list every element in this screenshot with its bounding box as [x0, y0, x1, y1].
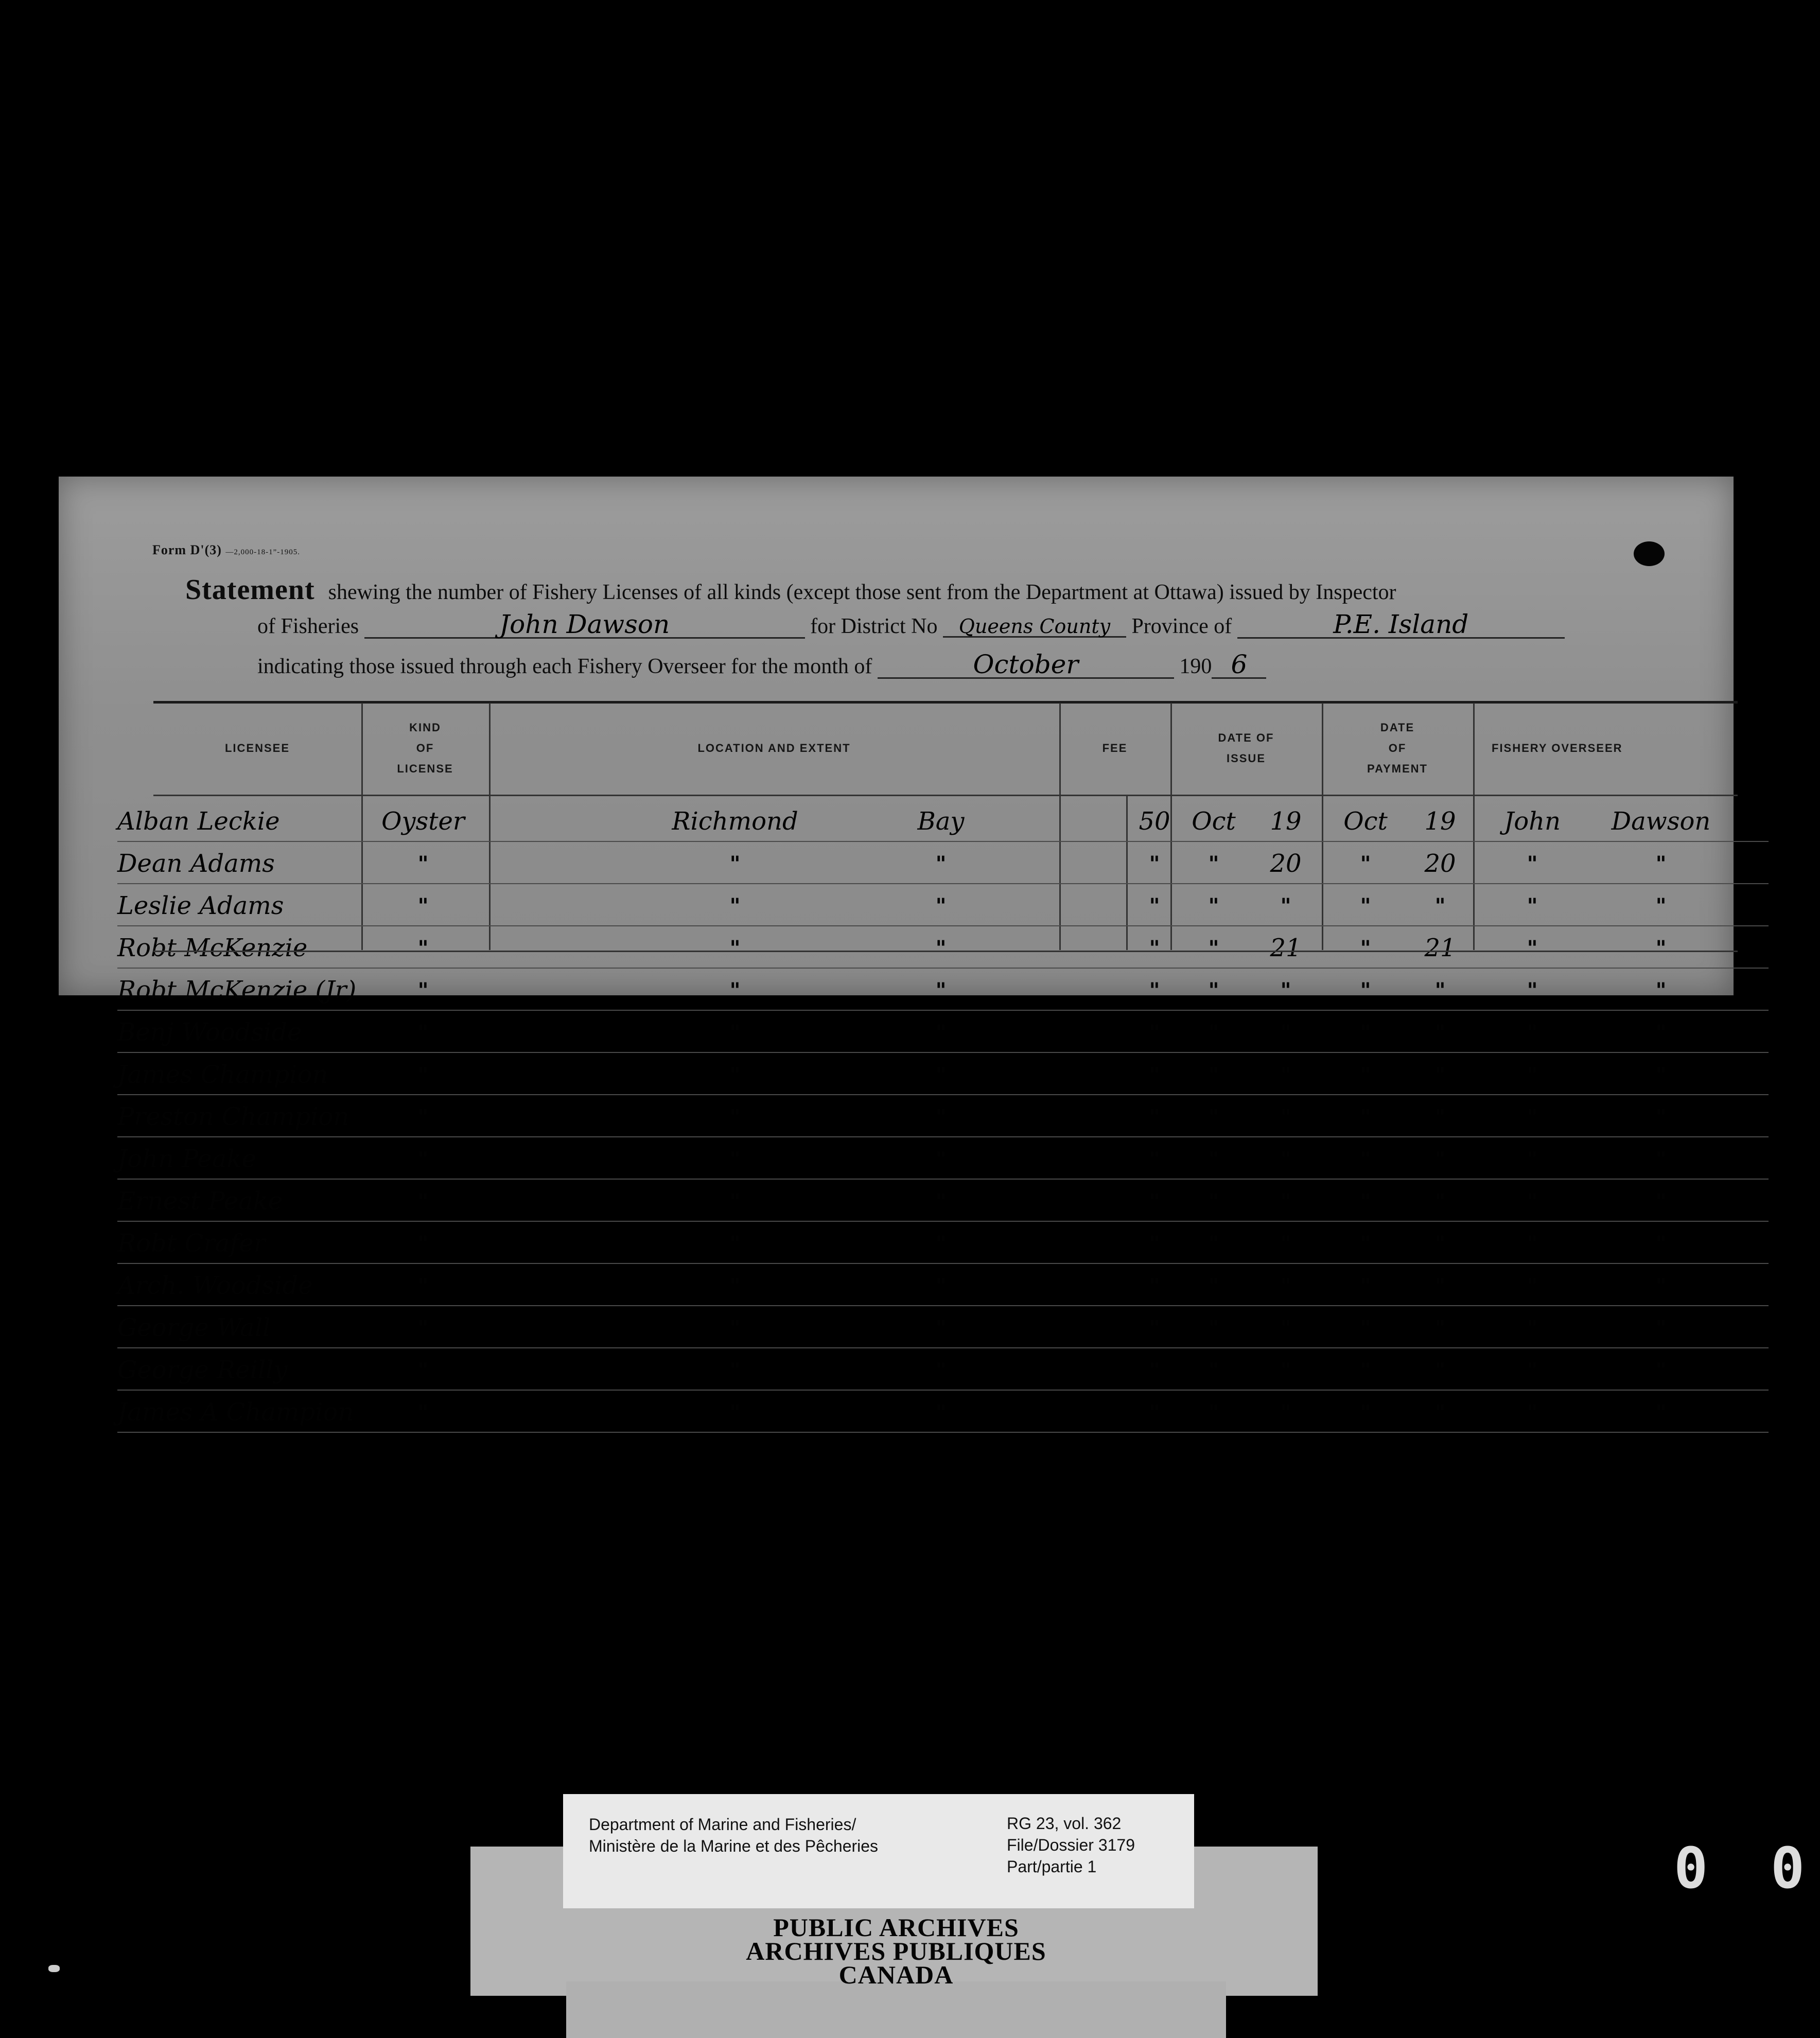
overseer-last-cell: " [1655, 851, 1667, 876]
table-row [117, 1179, 1769, 1222]
header-rule [153, 795, 1738, 796]
issue-month-cell: " [1208, 1189, 1219, 1214]
extent-cell: " [935, 936, 947, 960]
payment-month-cell: " [1360, 1104, 1371, 1129]
kind-cell: " [417, 1231, 429, 1256]
fee-cell: " [1149, 1062, 1160, 1087]
kind-cell: " [417, 1400, 429, 1425]
stamp-line-3: CANADA [838, 1960, 954, 1989]
location-cell: " [729, 1231, 741, 1256]
kind-cell: " [417, 1020, 429, 1045]
issue-month-cell: Oct [1192, 807, 1236, 836]
payment-month-cell: " [1360, 936, 1371, 960]
overseer-last-cell: Dawson [1611, 807, 1711, 836]
kind-cell: " [417, 1062, 429, 1087]
kind-cell: " [417, 1104, 429, 1129]
overseer-last-cell: " [1655, 1020, 1667, 1045]
table-row [117, 1263, 1769, 1306]
issue-day-cell: " [1280, 978, 1291, 1003]
fee-cell: " [1149, 1104, 1160, 1129]
issue-month-cell: " [1208, 1231, 1219, 1256]
issue-day-cell: 20 [1270, 849, 1302, 878]
payment-day-cell: " [1434, 1231, 1446, 1256]
table-row [117, 1305, 1769, 1348]
fee-cell: " [1149, 936, 1160, 960]
overseer-first-cell: " [1527, 978, 1538, 1003]
issue-day-cell: " [1280, 1231, 1291, 1256]
licensee-cell: Leslie Adams [117, 891, 284, 920]
overseer-last-cell: " [1655, 936, 1667, 960]
heading-line-1 [185, 573, 1396, 606]
overseer-last-cell: " [1655, 1273, 1667, 1298]
issue-month-cell: " [1208, 978, 1219, 1003]
payment-day-cell: " [1434, 893, 1446, 918]
ink-blot [1634, 541, 1665, 566]
issue-month-cell: " [1208, 1358, 1219, 1382]
license-statement-form [59, 477, 1734, 1427]
extent-cell: " [935, 978, 947, 1003]
payment-month-cell: " [1360, 1147, 1371, 1171]
header-kind: KIND OF LICENSE [397, 721, 453, 775]
table-row [117, 841, 1769, 884]
stamp-line-2: ARCHIVES PUBLIQUES [746, 1937, 1046, 1965]
kind-cell: " [417, 1358, 429, 1382]
location-cell: " [729, 1315, 741, 1340]
extent-cell: " [935, 1147, 947, 1171]
issue-month-cell: " [1208, 1273, 1219, 1298]
licensee-cell: Alban Leckie [117, 807, 280, 836]
licensee-cell: Ernest Peake [117, 1187, 283, 1216]
department-fr: Ministère de la Marine et des Pêcheries [589, 1837, 879, 1855]
payment-month-cell: " [1360, 978, 1371, 1003]
header-date-payment: DATE OF PAYMENT [1367, 721, 1428, 775]
licensee-cell: George Reilly [117, 1356, 288, 1384]
province-value: P.E. Island [1237, 611, 1565, 639]
issue-month-cell: " [1208, 1315, 1219, 1340]
kind-cell: " [417, 851, 429, 876]
payment-day-cell: " [1434, 1358, 1446, 1382]
year-suffix: 6 [1212, 652, 1266, 679]
district-label: for District No [810, 614, 938, 638]
overseer-last-cell: " [1655, 1358, 1667, 1382]
department-en: Department of Marine and Fisheries/ [589, 1815, 856, 1834]
location-cell: " [729, 893, 741, 918]
extent-cell: " [935, 851, 947, 876]
licensee-cell: Dean Adams [117, 849, 275, 878]
location-cell: Richmond [672, 807, 798, 836]
licensee-cell: James Champion [117, 1060, 328, 1089]
payment-month-cell: " [1360, 893, 1371, 918]
heading-line-2 [257, 611, 1565, 639]
overseer-first-cell: " [1527, 1104, 1538, 1129]
fee-cell: " [1149, 978, 1160, 1003]
payment-day-cell: " [1434, 1062, 1446, 1087]
location-cell: " [729, 1147, 741, 1171]
overseer-first-cell: " [1527, 1358, 1538, 1382]
payment-day-cell: " [1434, 1189, 1446, 1214]
extent-cell: " [935, 1020, 947, 1045]
stamp-line-1: PUBLIC ARCHIVES [773, 1913, 1019, 1942]
issue-day-cell: " [1280, 1315, 1291, 1340]
table-row [117, 1094, 1769, 1137]
overseer-first-cell: John [1504, 807, 1561, 836]
location-cell: " [729, 1189, 741, 1214]
archive-stamp-backing [566, 1981, 1226, 2038]
kind-cell: " [417, 1273, 429, 1298]
fee-cell: " [1149, 1358, 1160, 1382]
overseer-last-cell: " [1655, 893, 1667, 918]
form-identifier [152, 542, 300, 558]
extent-cell: " [935, 893, 947, 918]
issue-day-cell: 21 [1270, 934, 1302, 962]
payment-month-cell: " [1360, 1189, 1371, 1214]
header-fee: FEE [1102, 742, 1128, 754]
table-row [117, 1010, 1769, 1053]
location-cell: " [729, 978, 741, 1003]
year-prefix: 190 [1179, 655, 1212, 678]
licensee-cell: Robt McKenzie (Jr) [117, 976, 357, 1005]
issue-day-cell: 19 [1270, 807, 1302, 836]
fee-cell: " [1149, 1273, 1160, 1298]
table-row [117, 1347, 1769, 1391]
overseer-last-cell: " [1655, 1315, 1667, 1340]
licensee-cell: John Peake [117, 1145, 256, 1173]
header-overseer: FISHERY OVERSEER [1492, 742, 1623, 754]
payment-month-cell: " [1360, 1273, 1371, 1298]
inspector-label: of Fisheries [257, 614, 359, 638]
payment-day-cell: " [1434, 1273, 1446, 1298]
location-cell: " [729, 1358, 741, 1382]
licensee-cell: Arch. Woodside [117, 1271, 313, 1300]
frame-counter-left: 0 [1674, 1835, 1708, 1901]
location-cell: " [729, 1104, 741, 1129]
table-row [117, 883, 1769, 926]
issue-month-cell: " [1208, 893, 1219, 918]
issue-day-cell: " [1280, 1104, 1291, 1129]
public-archives-stamp [566, 1913, 1226, 1989]
overseer-last-cell: " [1655, 1189, 1667, 1214]
issue-day-cell: " [1280, 1358, 1291, 1382]
extent-cell: Bay [917, 807, 965, 836]
issue-month-cell: " [1208, 1020, 1219, 1045]
issue-month-cell: " [1208, 851, 1219, 876]
licensee-cell: Benj Woodside [117, 1018, 302, 1047]
kind-cell: " [417, 893, 429, 918]
payment-month-cell: " [1360, 1400, 1371, 1425]
extent-cell: " [935, 1231, 947, 1256]
payment-month-cell: " [1360, 1358, 1371, 1382]
extent-cell: " [935, 1273, 947, 1298]
table-row [117, 925, 1769, 969]
form-print-code: —2,000-18-1”-1905. [225, 548, 301, 556]
payment-day-cell: " [1434, 1104, 1446, 1129]
overseer-first-cell: " [1527, 1062, 1538, 1087]
record-group: RG 23, vol. 362 [1007, 1814, 1122, 1833]
fee-cell: " [1149, 1400, 1160, 1425]
location-cell: " [729, 1400, 741, 1425]
fee-cell: " [1149, 1231, 1160, 1256]
payment-month-cell: " [1360, 1062, 1371, 1087]
issue-day-cell: " [1280, 1273, 1291, 1298]
license-table [117, 703, 1738, 1427]
kind-cell: " [417, 936, 429, 960]
issue-month-cell: " [1208, 1147, 1219, 1171]
location-cell: " [729, 851, 741, 876]
payment-day-cell: " [1434, 1147, 1446, 1171]
overseer-last-cell: " [1655, 1231, 1667, 1256]
payment-day-cell: 19 [1424, 807, 1456, 836]
overseer-first-cell: " [1527, 1315, 1538, 1340]
issue-month-cell: " [1208, 1104, 1219, 1129]
header-location: LOCATION AND EXTENT [697, 742, 851, 754]
extent-cell: " [935, 1062, 947, 1087]
part-number: Part/partie 1 [1007, 1857, 1097, 1876]
issue-month-cell: " [1208, 1400, 1219, 1425]
payment-day-cell: 21 [1424, 934, 1456, 962]
payment-day-cell: 20 [1424, 849, 1456, 878]
archive-reference-card [563, 1794, 1194, 1908]
payment-day-cell: " [1434, 1020, 1446, 1045]
payment-month-cell: " [1360, 1020, 1371, 1045]
table-row [117, 1052, 1769, 1095]
inspector-name: John Dawson [364, 611, 805, 639]
heading-line-1-text: shewing the number of Fishery Licenses of all kinds (except those sent from the Department at Ottawa) issued by Inspector [328, 581, 1396, 604]
issue-month-cell: " [1208, 1062, 1219, 1087]
archive-department [589, 1814, 878, 1857]
file-number: File/Dossier 3179 [1007, 1836, 1135, 1854]
fee-cell: " [1149, 1020, 1160, 1045]
payment-month-cell: " [1360, 1231, 1371, 1256]
payment-month-cell: " [1360, 1315, 1371, 1340]
location-cell: " [729, 1273, 741, 1298]
overseer-last-cell: " [1655, 1400, 1667, 1425]
table-row [117, 1136, 1769, 1180]
payment-day-cell: " [1434, 1315, 1446, 1340]
overseer-first-cell: " [1527, 1189, 1538, 1214]
issue-day-cell: " [1280, 1147, 1291, 1171]
district-value: Queens County [943, 617, 1126, 638]
kind-cell: " [417, 978, 429, 1003]
payment-month-cell: " [1360, 851, 1371, 876]
bottom-rule [153, 951, 1738, 952]
issue-day-cell: " [1280, 1062, 1291, 1087]
overseer-first-cell: " [1527, 1020, 1538, 1045]
licensee-cell: James A Champion [117, 1398, 354, 1427]
overseer-first-cell: " [1527, 851, 1538, 876]
form-id-text: Form D'(3) [152, 542, 222, 557]
licensee-cell: George Wall [117, 1313, 271, 1342]
licensee-cell: Robt McKenzie [117, 934, 308, 962]
fee-cell: " [1149, 1315, 1160, 1340]
province-label: Province of [1131, 614, 1232, 638]
issue-day-cell: " [1280, 1020, 1291, 1045]
fee-cell: " [1149, 1189, 1160, 1214]
overseer-last-cell: " [1655, 978, 1667, 1003]
fee-cell: " [1149, 851, 1160, 876]
fee-cell: 50 [1139, 807, 1170, 836]
issue-day-cell: " [1280, 1189, 1291, 1214]
overseer-first-cell: " [1527, 893, 1538, 918]
header-licensee: LICENSEE [224, 742, 290, 754]
month-value: October [878, 652, 1174, 679]
fee-cell: " [1149, 893, 1160, 918]
header-date-issue: DATE OF ISSUE [1218, 731, 1274, 765]
kind-cell: " [417, 1147, 429, 1171]
issue-day-cell: " [1280, 1400, 1291, 1425]
kind-cell: " [417, 1315, 429, 1340]
payment-day-cell: " [1434, 978, 1446, 1003]
film-speck [48, 1965, 60, 1972]
payment-month-cell: Oct [1343, 807, 1388, 836]
overseer-last-cell: " [1655, 1062, 1667, 1087]
overseer-first-cell: " [1527, 1400, 1538, 1425]
archive-reference [1007, 1813, 1135, 1877]
month-label: indicating those issued through each Fishery Overseer for the month of [257, 655, 872, 678]
table-row [117, 1221, 1769, 1264]
overseer-first-cell: " [1527, 936, 1538, 960]
overseer-first-cell: " [1527, 1147, 1538, 1171]
table-row [117, 799, 1769, 842]
location-cell: " [729, 1062, 741, 1087]
fee-cell: " [1149, 1147, 1160, 1171]
extent-cell: " [935, 1315, 947, 1340]
overseer-last-cell: " [1655, 1104, 1667, 1129]
extent-cell: " [935, 1104, 947, 1129]
table-row [117, 1390, 1769, 1433]
table-row [117, 968, 1769, 1011]
kind-cell: Oyster [381, 807, 465, 836]
heading-line-3 [257, 649, 1266, 679]
licensee-cell: Robt Crafer [117, 1229, 266, 1258]
extent-cell: " [935, 1400, 947, 1425]
kind-cell: " [417, 1189, 429, 1214]
overseer-first-cell: " [1527, 1231, 1538, 1256]
overseer-last-cell: " [1655, 1147, 1667, 1171]
issue-month-cell: " [1208, 936, 1219, 960]
extent-cell: " [935, 1358, 947, 1382]
location-cell: " [729, 936, 741, 960]
issue-day-cell: " [1280, 893, 1291, 918]
licensee-cell: Preston Champion [117, 1102, 349, 1131]
payment-day-cell: " [1434, 1400, 1446, 1425]
statement-title: Statement [185, 574, 315, 606]
overseer-first-cell: " [1527, 1273, 1538, 1298]
location-cell: " [729, 1020, 741, 1045]
frame-counter-right: 0 [1771, 1835, 1805, 1901]
extent-cell: " [935, 1189, 947, 1214]
